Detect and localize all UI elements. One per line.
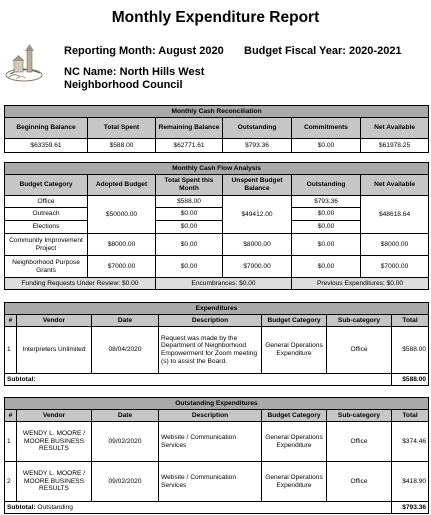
header-outstanding: Outstanding — [223, 118, 292, 139]
subtotal-value: $588.00 — [392, 374, 429, 386]
header-vendor: Vendor — [17, 315, 92, 327]
category-neighborhood-grants: Neighborhood Purpose Grants — [5, 256, 88, 278]
cash-flow-title: Monthly Cash Flow Analysis — [5, 163, 429, 175]
encumbrances: Encumbrances: $0.00 — [156, 278, 292, 290]
total-spent-value: $588.00 — [88, 139, 156, 153]
header-net-available: Net Available — [361, 175, 429, 196]
row-total: $588.00 — [392, 327, 429, 374]
net-available-value: $61978.25 — [361, 139, 429, 153]
elections-spent: $0.00 — [156, 221, 223, 234]
beginning-balance-value: $63359.61 — [5, 139, 88, 153]
report-title: Monthly Expenditure Report — [111, 9, 320, 26]
row-date: 09/02/2020 — [92, 462, 159, 502]
row-description: Website / Communication Services — [159, 462, 262, 502]
community-adopted: $8000.00 — [88, 234, 156, 256]
expenditures-table — [4, 302, 429, 386]
header-adopted-budget: Adopted Budget — [88, 175, 156, 196]
header-total-spent: Total Spent — [88, 118, 156, 139]
grants-adopted: $7000.00 — [88, 256, 156, 278]
header-budget-category: Budget Category — [5, 175, 88, 196]
header-budget-category: Budget Category — [262, 410, 327, 422]
header-description: Description — [159, 410, 262, 422]
row-description: Request was made by the Department of Neighborhood Empowerment for Zoom meeting (s) to assist the Board. — [159, 327, 262, 374]
outstanding-expenditures-table — [4, 397, 429, 514]
row-sub-category: Office — [327, 327, 392, 374]
nc-name-line-1: NC Name: North Hills West — [64, 66, 205, 78]
elections-outstanding: $0.00 — [292, 221, 361, 234]
header-number: # — [5, 315, 17, 327]
header-date: Date — [92, 410, 159, 422]
council-seal-icon — [4, 42, 48, 84]
community-spent: $0.00 — [156, 234, 223, 256]
table-row — [5, 196, 429, 208]
row-number: 2 — [5, 462, 17, 502]
row-vendor: WENDY L. MOORE / MOORE BUSINESS RESULTS — [17, 462, 92, 502]
table-row — [5, 462, 429, 502]
row-budget-category: General Operations Expenditure — [262, 327, 327, 374]
header-beginning-balance: Beginning Balance — [5, 118, 88, 139]
grants-unspent: $7000.00 — [223, 256, 292, 278]
outreach-spent: $0.00 — [156, 208, 223, 221]
funding-requests-under-review: Funding Requests Under Review: $0.00 — [5, 278, 156, 290]
general-adopted-budget: $50000.00 — [88, 196, 156, 234]
subtotal-label: Subtotal: — [7, 503, 36, 511]
header-total-spent-month: Total Spent this Month — [156, 175, 223, 196]
row-sub-category: Office — [327, 462, 392, 502]
previous-expenditures: Previous Expenditures: $0.00 — [292, 278, 429, 290]
cash-reconciliation-title: Monthly Cash Reconciliation — [5, 106, 429, 118]
subtotal-label: Subtotal: — [5, 374, 392, 386]
category-outreach: Outreach — [5, 208, 88, 221]
row-budget-category: General Operations Expenditure — [262, 422, 327, 462]
grants-outstanding: $0.00 — [292, 256, 361, 278]
row-number: 1 — [5, 422, 17, 462]
row-budget-category: General Operations Expenditure — [262, 462, 327, 502]
header-sub-category: Sub-category — [327, 315, 392, 327]
outreach-outstanding: $0.00 — [292, 208, 361, 221]
cash-flow-summary-row — [5, 278, 429, 290]
grants-spent: $0.00 — [156, 256, 223, 278]
table-row — [5, 234, 429, 256]
header-description: Description — [159, 315, 262, 327]
row-vendor: Interpreters Unlimited — [17, 327, 92, 374]
header-unspent-budget-balance: Unspent Budget Balance — [223, 175, 292, 196]
subtotal-cell — [5, 502, 392, 514]
remaining-balance-value: $62771.61 — [156, 139, 223, 153]
header-sub-category: Sub-category — [327, 410, 392, 422]
row-vendor: WENDY L. MOORE / MOORE BUSINESS RESULTS — [17, 422, 92, 462]
cash-flow-table — [4, 162, 429, 290]
grants-net: $7000.00 — [361, 256, 429, 278]
commitments-value: $0.00 — [292, 139, 361, 153]
header-vendor: Vendor — [17, 410, 92, 422]
general-unspent-balance: $49412.00 — [223, 196, 292, 234]
category-office: Office — [5, 196, 88, 208]
community-net: $8000.00 — [361, 234, 429, 256]
cash-reconciliation-table — [4, 105, 429, 153]
subtotal-value: $793.36 — [392, 502, 429, 514]
header-net-available: Net Available — [361, 118, 429, 139]
expenditures-title: Expenditures — [5, 303, 429, 315]
row-date: 09/02/2020 — [92, 422, 159, 462]
header-budget-category: Budget Category — [262, 315, 327, 327]
office-spent: $588.00 — [156, 196, 223, 208]
header-outstanding: Outstanding — [292, 175, 361, 196]
nc-name-line-2: Neighborhood Council — [64, 79, 183, 91]
table-row — [5, 422, 429, 462]
header-total: Total — [392, 410, 429, 422]
header-total: Total — [392, 315, 429, 327]
subtotal-suffix: Outstanding — [35, 503, 73, 511]
office-outstanding: $793.36 — [292, 196, 361, 208]
outstanding-value: $793.36 — [223, 139, 292, 153]
general-net-available: $48618.64 — [361, 196, 429, 234]
header-commitments: Commitments — [292, 118, 361, 139]
row-total: $374.46 — [392, 422, 429, 462]
category-elections: Elections — [5, 221, 88, 234]
header-number: # — [5, 410, 17, 422]
category-community-improvement: Community Improvement Project — [5, 234, 88, 256]
row-total: $418.90 — [392, 462, 429, 502]
community-unspent: $8000.00 — [223, 234, 292, 256]
table-row — [5, 327, 429, 374]
header-date: Date — [92, 315, 159, 327]
reporting-month: Reporting Month: August 2020 — [64, 45, 224, 57]
row-description: Website / Communication Services — [159, 422, 262, 462]
row-date: 08/04/2020 — [92, 327, 159, 374]
subtotal-row — [5, 374, 429, 386]
table-row — [5, 256, 429, 278]
community-outstanding: $0.00 — [292, 234, 361, 256]
outstanding-expenditures-title: Outstanding Expenditures — [5, 398, 429, 410]
row-sub-category: Office — [327, 422, 392, 462]
subtotal-row — [5, 502, 429, 514]
header-remaining-balance: Remaining Balance — [156, 118, 223, 139]
row-number: 1 — [5, 327, 17, 374]
budget-fiscal-year: Budget Fiscal Year: 2020-2021 — [244, 45, 402, 57]
